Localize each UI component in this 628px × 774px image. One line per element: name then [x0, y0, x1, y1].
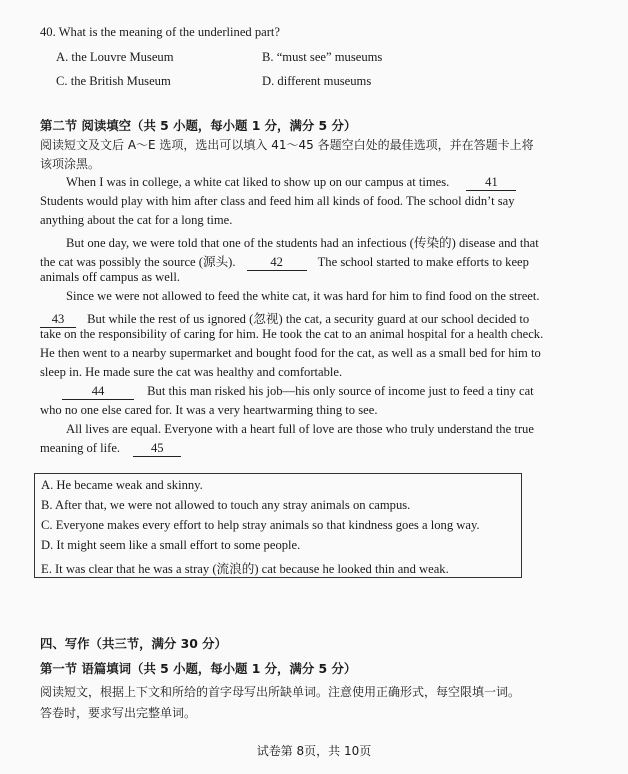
passage-line: animals off campus as well. — [40, 270, 181, 284]
passage-line: Students would play with him after class and feed him all kinds of food. The school didn’t say — [40, 194, 515, 208]
passage-text: But this man risked his job—his only source of income just to feed a tiny cat — [147, 384, 534, 398]
question-40-stem: 40. What is the meaning of the underlined part? — [40, 25, 281, 39]
option-c-text: C. Everyone makes every effort to help stray animals so that kindness goes a long way. — [41, 518, 480, 532]
blank-43: 43 — [40, 312, 76, 328]
passage-line: All lives are equal. Everyone with a heart full of love are those who truly understand the true — [66, 422, 534, 436]
passage-text: the cat was possibly the source (源头). — [40, 255, 236, 269]
passage-line: sleep in. He made sure the cat was healthy and comfortable. — [40, 365, 343, 379]
blank-42: 42 — [247, 255, 307, 271]
passage-text: meaning of life. — [40, 441, 121, 455]
option-d-text: D. It might seem like a small effort to some people. — [41, 538, 301, 552]
passage-line — [40, 441, 181, 457]
passage-line — [66, 175, 516, 191]
passage-line: He then went to a nearby supermarket and bought food for the cat, as well as a small bed for him to — [40, 346, 541, 360]
passage-line — [40, 308, 529, 328]
section-2-heading: 第二节 阅读填空（共 5 小题，每小题 1 分，满分 5 分） — [40, 118, 357, 133]
option-c: C. the British Museum — [56, 74, 171, 88]
section-2-instruction: 阅读短文及文后 A～E 选项，选出可以填入 41～45 各题空白处的最佳选项，并在答题卡上将 — [40, 138, 534, 152]
section-1-heading: 第一节 语篇填词（共 5 小题，每小题 1 分，满分 5 分） — [40, 661, 357, 676]
passage-text: When I was in college, a white cat liked to show up on our campus at times. — [66, 175, 450, 189]
passage-line: But one day, we were told that one of the students had an infectious (传染的) disease and that — [66, 236, 539, 250]
passage-line: Since we were not allowed to feed the white cat, it was hard for him to find food on the street. — [66, 289, 540, 303]
option-b: B. “must see” museums — [262, 50, 383, 64]
option-d: D. different museums — [262, 74, 372, 88]
passage-line — [62, 384, 534, 400]
blank-41: 41 — [466, 175, 516, 191]
part-4-heading: 四、写作（共三节，满分 30 分） — [40, 636, 227, 651]
option-b-text: B. After that, we were not allowed to touch any stray animals on campus. — [41, 498, 411, 512]
part-4-instruction: 阅读短文，根据上下文和所给的首字母写出所缺单词。注意使用正确形式，每空限填一词。 — [40, 685, 521, 699]
option-e-text: E. It was clear that he was a stray (流浪的) cat because he looked thin and weak. — [41, 562, 449, 576]
part-4-instruction-cont: 答卷时，要求写出完整单词。 — [40, 706, 197, 720]
blank-45: 45 — [133, 441, 181, 457]
option-a-text: A. He became weak and skinny. — [41, 478, 203, 492]
passage-line: take on the responsibility of caring for him. He took the cat to an animal hospital for a health check. — [40, 327, 544, 341]
passage-line: anything about the cat for a long time. — [40, 213, 233, 227]
passage-line: who no one else cared for. It was a very heartwarming thing to see. — [40, 403, 378, 417]
page-footer: 试卷第 8页，共 10页 — [256, 744, 372, 758]
passage-text: But while the rest of us ignored (忽视) the cat, a security guard at our school decided to — [87, 312, 530, 326]
passage-text: The school started to make efforts to keep — [317, 255, 529, 269]
options-box — [34, 473, 522, 578]
blank-44: 44 — [62, 384, 134, 400]
passage-line — [40, 251, 529, 271]
section-2-instruction-cont: 该项涂黑。 — [40, 157, 101, 171]
option-a: A. the Louvre Museum — [56, 50, 174, 64]
